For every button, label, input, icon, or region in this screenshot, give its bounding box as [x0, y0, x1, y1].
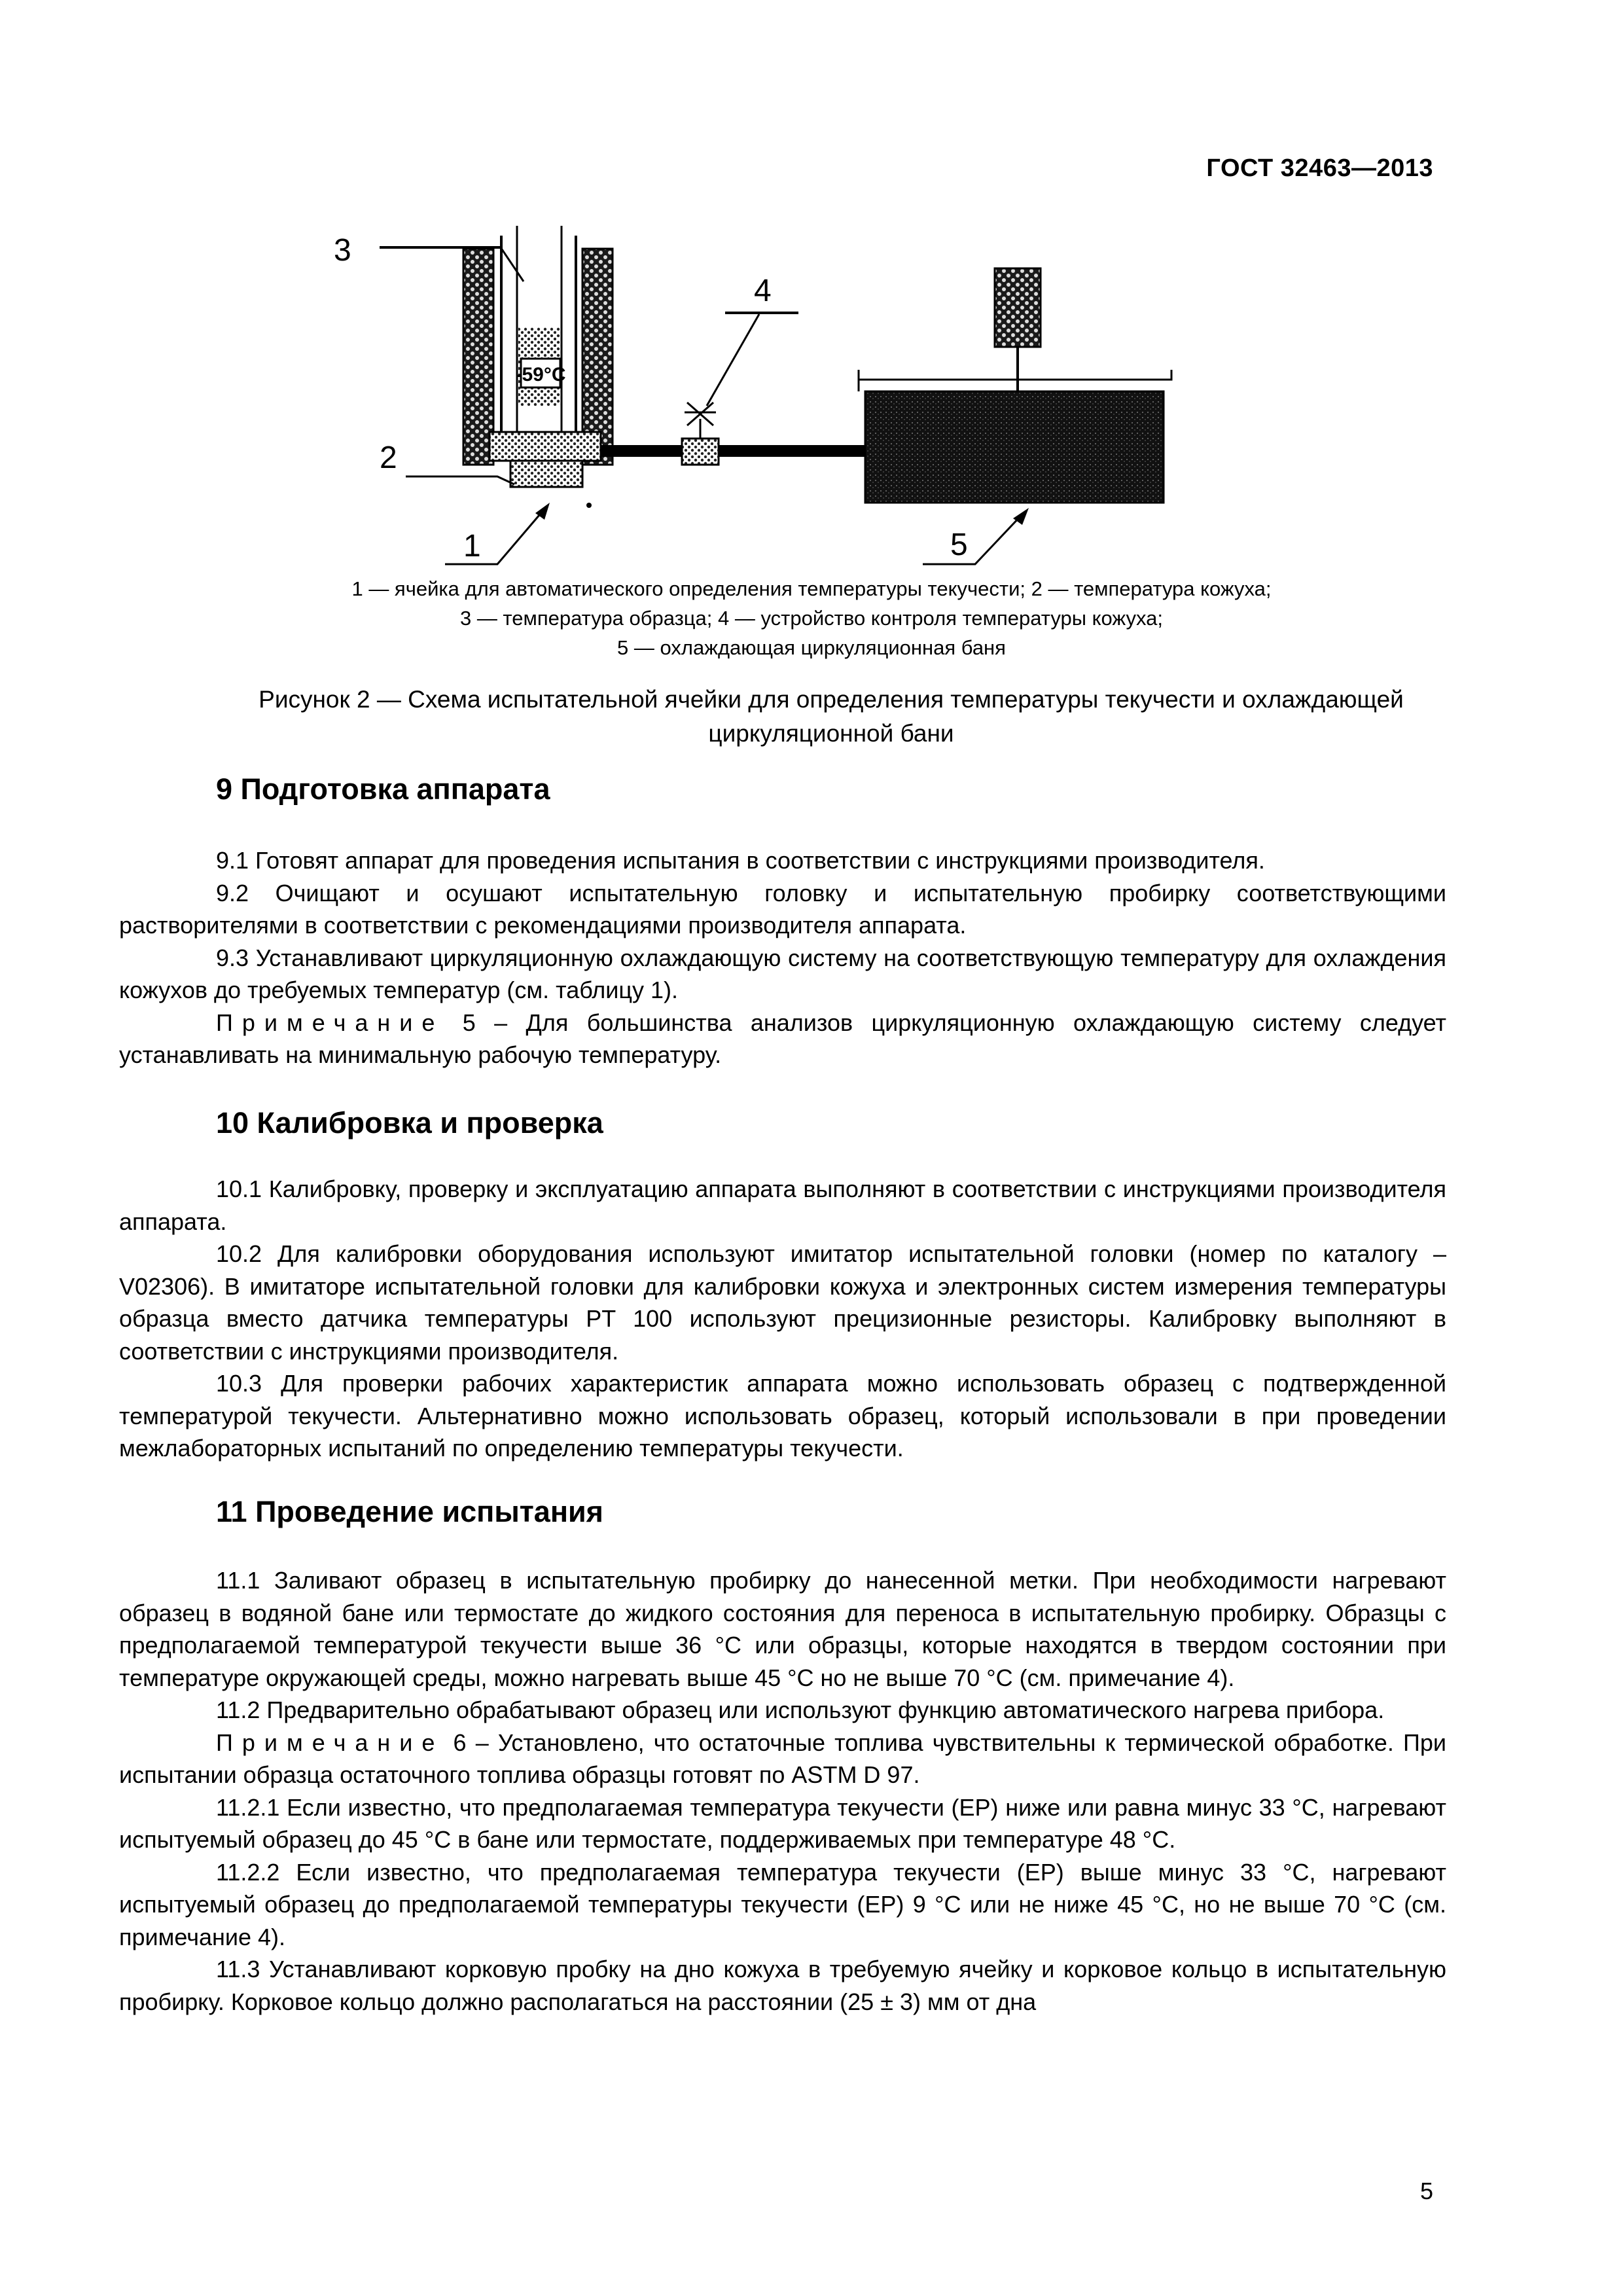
- connecting-pipe: [601, 445, 895, 457]
- paragraph-11-2-1: 11.2.1 Если известно, что предполагаемая температура текучести (ЕР) ниже или равна минус 33 °С, нагревают испытуемый образец до 45 °С в бане или термостате, поддерживаемых при температуре 48 °С.: [119, 1793, 1446, 1853]
- figure-label-3: 3: [334, 233, 351, 268]
- arrow-5: [923, 516, 1021, 564]
- legend-line: 3 — температура образца; 4 — устройство контроля температуры кожуха;: [459, 607, 1164, 630]
- paragraph-9-2: 9.2 Очищают и осушают испытательную головку и испытательную пробирку соответствующими растворителями в соответствии с рекомендациями производителя аппарата.: [119, 879, 1446, 939]
- paragraph-11-3: 11.3 Устанавливают корковую пробку на дно кожуха в требуемую ячейку и корковое кольцо в испытательную пробирку. Корковое кольцо должно располагаться на расстоянии (25 ± 3) мм от дна: [119, 1956, 1446, 2015]
- paragraph-10-1: 10.1 Калибровку, проверку и эксплуатацию аппарата выполняют в соответствии с инструкциями производителя аппарата.: [119, 1175, 1446, 1235]
- section-10-title: 10 Калибровка и проверка: [216, 1106, 603, 1139]
- section-11-title: 11 Проведение испытания: [216, 1495, 603, 1528]
- control-device: [682, 403, 719, 465]
- figure-diagram: [314, 223, 1243, 576]
- paragraph-9-3: 9.3 Устанавливают циркуляционную охлаждающую систему на соответствующую температуру для охлаждения кожухов до требуемых температур (см. таблицу 1).: [119, 944, 1446, 1003]
- section-11-body: [119, 1564, 1446, 2018]
- section-9-body: [119, 844, 1446, 1071]
- page-number: 5: [1419, 2178, 1433, 2204]
- figure-label-4: 4: [754, 274, 772, 308]
- leader-3-tail: [501, 247, 524, 281]
- paragraph-11-1: 11.1 Заливают образец в испытательную пробирку до нанесенной метки. При необходимости нагревают образец в водяной бане или термостате до жидкого состояния для переноса в испытательную пробирку. Образцы с предполагаемой температурой текучести выше 36 °С или образцы, которые находятся в твердом состоянии при температуре окружающей среды, можно нагревать выше 45 °С но не выше 70 °С (см. примечание 4).: [119, 1567, 1446, 1691]
- circulation-bath: [859, 268, 1171, 503]
- figure-legend: [0, 574, 1623, 662]
- legend-line: 1 — ячейка для автоматического определения температуры текучести; 2 — температура кожуха;: [351, 577, 1272, 600]
- cell-base: [490, 432, 601, 461]
- figure-label-2: 2: [380, 440, 397, 475]
- paragraph-9-1: 9.1 Готовят аппарат для проведения испытания в соответствии с инструкциями производителя.: [216, 847, 1265, 874]
- arrow-1: [445, 511, 543, 564]
- note-text: 6 – Установлено, что остаточные топлива чувствительны к термической обработке. При испытании образца остаточного топлива образцы готовят по ASTM D 97.: [119, 1729, 1446, 1788]
- gost-header: ГОСТ 32463—2013: [1206, 154, 1433, 182]
- cell-bottom: [510, 461, 582, 487]
- note-label: Примечание: [216, 1729, 444, 1756]
- figure-label-1: 1: [463, 529, 481, 564]
- paragraph-10-2: 10.2 Для калибровки оборудования используют имитатор испытательной головки (номер по каталогу – V02306). В имитаторе испытательной головки для калибровки кожуха и электронных систем измерения температуры образца вместо датчика температуры PT 100 используют прецизионные резисторы. Калибровку выполняют в соответствии с инструкциями производителя.: [119, 1240, 1446, 1365]
- note-5: [119, 1007, 1446, 1071]
- paragraph-10-3: 10.3 Для проверки рабочих характеристик аппарата можно использовать образец с подтвержденной температурой текучести. Альтернативно можно использовать образец, который использовали в при проведении межлабораторных испытаний по определению температуры текучести.: [119, 1370, 1446, 1462]
- legend-line: 5 — охлаждающая циркуляционная баня: [617, 636, 1006, 659]
- dot: [586, 503, 592, 508]
- section-9-title: 9 Подготовка аппарата: [216, 772, 550, 806]
- note-label: Примечание: [216, 1009, 444, 1036]
- note-6: [119, 1727, 1446, 1791]
- temp-display: -59°C: [515, 364, 566, 386]
- leader-4-tail: [707, 314, 759, 406]
- figure-caption: Рисунок 2 — Схема испытательной ячейки для определения температуры текучести и охлаждающей циркуляционной бани: [259, 686, 1404, 747]
- paragraph-11-2-2: 11.2.2 Если известно, что предполагаемая температура текучести (ЕР) выше минус 33 °С, нагревают испытуемый образец до предполагаемой температуры текучести (ЕР) 9 °С или не ниже 45 °С, но не выше 70 °С (см. примечание 4).: [119, 1858, 1446, 1950]
- note-text: 5 – Для большинства анализов циркуляционную охлаждающую систему следует устанавливать на минимальную рабочую температуру.: [119, 1009, 1446, 1068]
- figure-svg: [314, 223, 1243, 576]
- leader-2: [406, 476, 514, 484]
- section-10-body: [119, 1173, 1446, 1465]
- paragraph-11-2: 11.2 Предварительно обрабатывают образец или используют функцию автоматического нагрева прибора.: [216, 1696, 1385, 1723]
- figure-label-5: 5: [950, 528, 968, 562]
